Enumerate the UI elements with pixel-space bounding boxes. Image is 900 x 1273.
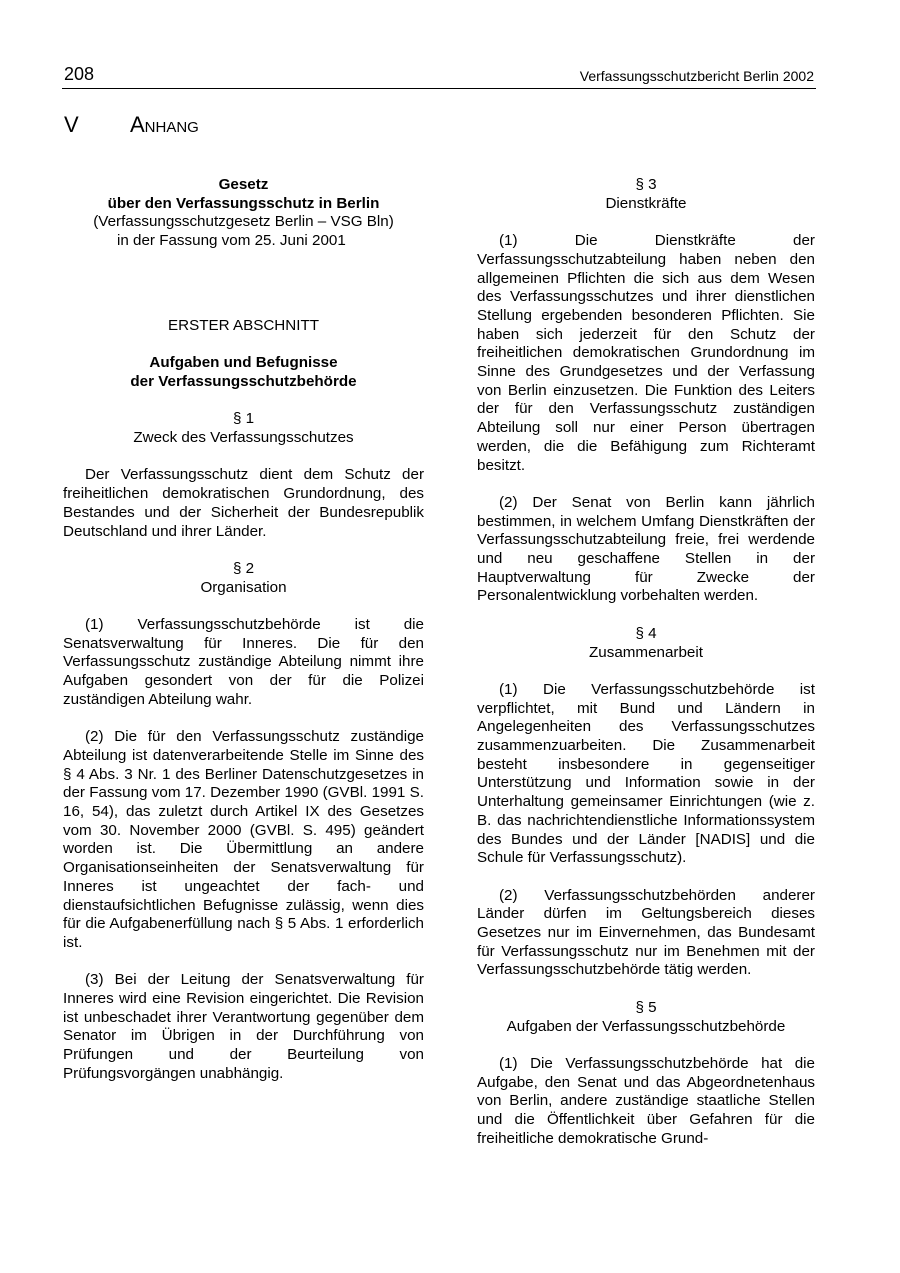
paragraph-text: (1) Die Dienstkräfte der Verfassungsschutzabteilung haben neben den allgemeinen Pflichten die sich aus dem Wesen des Verfassungsschutzes und ihrer dienstlichen Stellung ergebenden besonderen Pflichten. Sie haben sich jederzeit für den Schutz der freiheitlichen demokratischen Grundordnung im Sinne des Grundgesetzes und der Verfassung von Berlin einzusetzen. Die Funktion des Leiters der für den Verfassungsschutz zuständigen Abteilung soll nur einer Person übertragen werden, die die Befähigung zum Richteramt besitzt. bbox=[477, 232, 815, 474]
chapter-numeral: V bbox=[64, 112, 79, 137]
paragraph-text: (2) Die für den Verfassungsschutz zuständige Abteilung ist datenverarbeitende Stelle im Sinne des § 4 Abs. 3 Nr. 1 des Berliner Datenschutzgesetzes in der Fassung vom 17. Dezember 1990 (GVBl. 1991 S. 16, 54), das zuletzt durch Artikel IX des Gesetzes vom 30. November 2000 (GVBl. S. 495) geändert worden ist. Die Übermittlung an andere Organisationseinheiten der Senatsverwaltung für Inneres ist ungeachtet der fach- und dienstaufsichtlichen Befugnisse zulässig, wenn dies für die Aufgabenerfüllung nach § 5 Abs. 1 erforderlich ist. bbox=[63, 728, 424, 951]
paragraph-text: (1) Die Verfassungsschutzbehörde hat die Aufgabe, den Senat und das Abgeordnetenhaus von Berlin, andere zuständige staatliche Stellen und die Öffentlichkeit über Gefahren für die freiheitliche demokratische Grund- bbox=[477, 1054, 815, 1147]
paragraph-number: § 5 bbox=[635, 998, 657, 1016]
paragraph-text: (1) Die Verfassungsschutzbehörde ist verpflichtet, mit Bund und Ländern in Angelegenheiten des Verfassungsschutzes zusammenzuarbeiten. Die Zusammenarbeit besteht insbesondere in gegenseitiger Unterstützung und Information sowie in der Unterhaltung gemeinsamer Einrichtungen (wie z. B. das nachrichtendienstliche Informationssystem des Bundes und der Länder [NADIS] und die Schule für Verfassungsschutz). bbox=[477, 680, 815, 867]
page-number: 208 bbox=[64, 64, 95, 84]
paragraph-title: Aufgaben der Verfassungsschutzbehörde bbox=[506, 1017, 786, 1035]
paragraph-text: Der Verfassungsschutz dient dem Schutz der freiheitlichen demokratischen Grundordnung, des Bestandes und der Sicherheit der Bundesrepublik Deutschland und ihrer Länder. bbox=[63, 466, 424, 540]
page-header bbox=[62, 62, 816, 89]
paragraph-text: (3) Bei der Leitung der Senatsverwaltung für Inneres wird eine Revision eingerichtet. Die Revision ist unbeschadet ihrer Verantwortung gegenüber dem Senator im Übrigen in der Durchführung von Prüfungen und der Beurteilung von Prüfungsvorgängen unabhängig. bbox=[63, 971, 424, 1082]
paragraph-number: § 1 bbox=[232, 410, 255, 428]
chapter-heading bbox=[64, 112, 199, 138]
right-column bbox=[477, 176, 815, 1148]
paragraph-title: Organisation bbox=[200, 578, 287, 596]
law-title-line2: über den Verfassungsschutz in Berlin bbox=[107, 194, 380, 212]
law-subtitle: (Verfassungsschutzgesetz Berlin – VSG Bln) bbox=[93, 213, 394, 231]
paragraph-number: § 2 bbox=[232, 559, 255, 577]
chapter-title: Anhang bbox=[130, 112, 199, 137]
left-column bbox=[63, 176, 424, 1084]
paragraph-number: § 4 bbox=[635, 624, 657, 642]
paragraph-text: (2) Der Senat von Berlin kann jährlich bestimmen, in welchem Umfang Dienstkräften der Verfassungsschutzabteilung freie, frei werdende und neu geschaffene Stellen in der Hauptverwaltung für Zwecke der Personalentwicklung vorbehalten werden. bbox=[477, 493, 815, 605]
law-version-date: in der Fassung vom 25. Juni 2001 bbox=[117, 232, 346, 250]
paragraph-text: (2) Verfassungsschutzbehörden anderer Länder dürfen im Geltungsbereich dieses Gesetzes nur im Einvernehmen, das Bundesamt für Verfassungsschutz nur im Benehmen mit der Verfassungsschutzbehörde tätig werden. bbox=[477, 886, 815, 979]
section-title: Aufgaben und Befugnisse bbox=[149, 354, 338, 372]
paragraph-number: § 3 bbox=[635, 176, 657, 193]
paragraph-title: Zweck des Verfassungsschutzes bbox=[133, 429, 354, 446]
section-label: ERSTER ABSCHNITT bbox=[167, 316, 320, 334]
paragraph-title: Zusammenarbeit bbox=[589, 643, 703, 661]
paragraph-title: Dienstkräfte bbox=[605, 194, 687, 212]
paragraph-text: (1) Verfassungsschutzbehörde ist die Senatsverwaltung für Inneres. Die für den Verfassungsschutz zuständige Abteilung nimmt ihre Aufgaben gesondert von der für die Polizei zuständigen Abteilung wahr. bbox=[63, 615, 424, 708]
running-title: Verfassungsschutzbericht Berlin 2002 bbox=[579, 68, 814, 84]
section-title-line2: der Verfassungsschutzbehörde bbox=[130, 372, 357, 390]
law-title: Gesetz bbox=[218, 176, 269, 193]
